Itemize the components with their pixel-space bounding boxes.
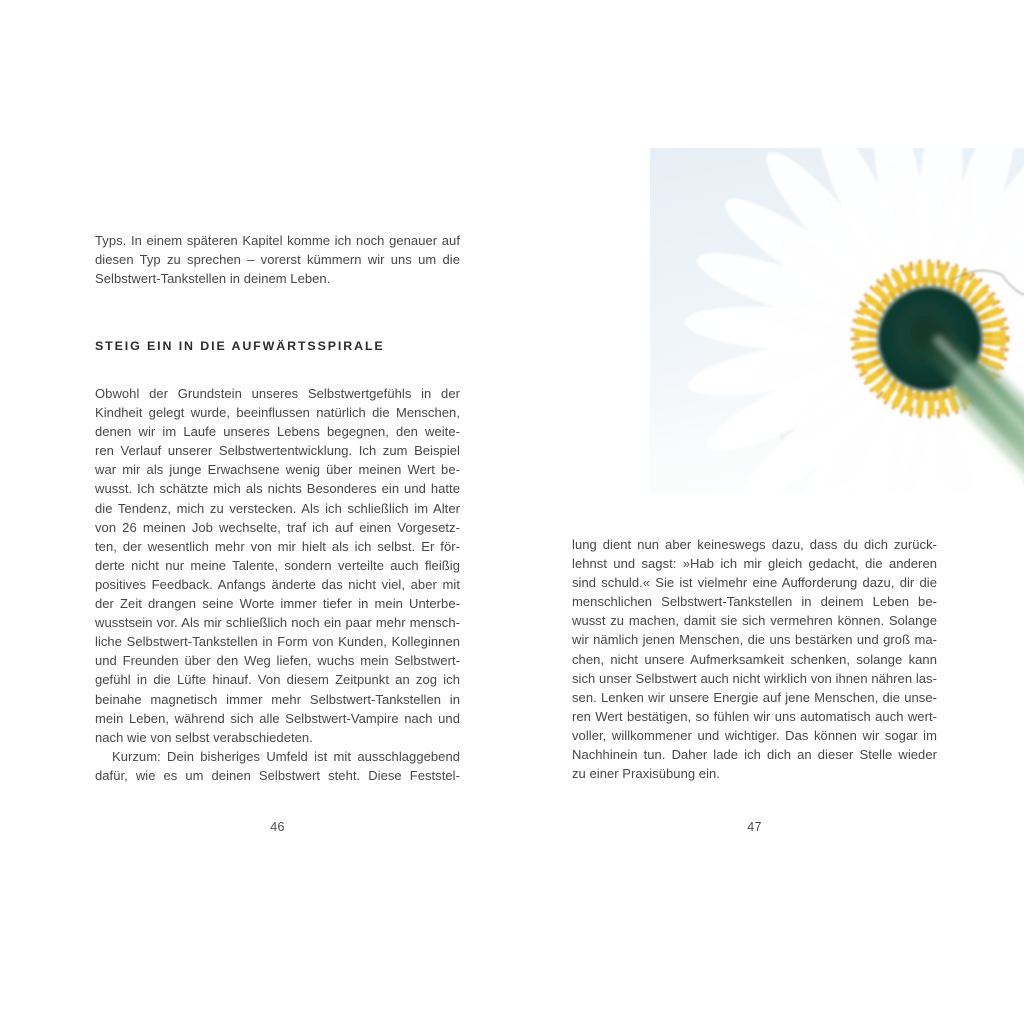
text-line: ren Verlauf unserer Selbstwertentwicklung. Ich zum Beispiel [95, 443, 460, 459]
text-line: Kindheit gelegt wurde, beeinflussen natürlich die Menschen, [95, 405, 460, 421]
text-line: ren Wert bestätigen, so fühlen wir uns automatisch auch wert- [572, 708, 937, 724]
text-line: Typs. In einem späteren Kapitel komme ich noch genauer auf [95, 233, 460, 248]
text-line: sich unser Selbstwert auch nicht wirklich von ihnen nähren las- [572, 670, 937, 686]
page-number-right: 47 [747, 820, 762, 834]
text-line: Kurzum: Dein bisheriges Umfeld ist mit ausschlaggebend [112, 748, 460, 764]
text-line: diesen Typ zu sprechen – vorerst kümmern wir uns um die [95, 252, 460, 268]
text-line: die Tendenz, mich zu verstecken. Als ich schließlich im Alter [95, 500, 460, 516]
daisy-photo [650, 148, 1024, 493]
text-line: gefühl in die Lüfte hinauf. Von diesem Zeitpunkt an zog ich [95, 672, 460, 688]
text-line: war mir als junge Erwachsene wenig über meinen Wert be- [95, 462, 460, 478]
right-body-text [572, 535, 937, 783]
text-line: lehnst und sagst: »Hab ich mir gleich gedacht, die anderen [572, 556, 937, 572]
text-line: wusstsein vor. Als mir schließlich noch ein paar mehr mensch- [95, 615, 460, 631]
text-line: voller, willkommener und wichtiger. Das können wir sogar im [572, 727, 937, 743]
text-line: mein Leben, während sich alle Selbstwert-Vampire nach und [95, 710, 460, 726]
text-line: wir nämlich jenen Menschen, die uns bestärken und groß ma- [572, 632, 937, 648]
text-line: sen. Lenken wir unsere Energie auf jene Menschen, die unse- [572, 689, 937, 705]
text-line: Selbstwert-Tankstellen in deinem Leben. [95, 271, 331, 287]
text-line: nach wie von selbst verabschiedeten. [95, 729, 313, 745]
text-line: liche Selbstwert-Tankstellen in Form von Kunden, Kolleginnen [95, 634, 460, 650]
paragraph [95, 384, 460, 747]
text-line: wusst. Ich schätzte mich als nichts Besonderes ein und hatte [95, 481, 460, 497]
paragraph [572, 535, 937, 783]
paragraph [95, 747, 460, 785]
text-line: von 26 meinen Job wechselte, traf ich auf einen Vorgesetz- [95, 519, 460, 535]
text-line: derte nicht nur meine Talente, sondern verteilte auch fleißig [95, 557, 460, 573]
text-line: menschlichen Selbstwert-Tankstellen in deinem Leben be- [572, 594, 937, 610]
paragraph [95, 231, 460, 288]
text-line: Nachhinein tun. Daher lade ich dich an dieser Stelle wieder [572, 747, 937, 763]
text-line: dafür, wie es um deinen Selbstwert steht. Diese Feststel- [95, 767, 460, 783]
section-heading: STEIG EIN IN DIE AUFWÄRTSSPIRALE [95, 339, 385, 353]
text-line: chen, nicht unsere Aufmerksamkeit schenken, solange kann [572, 651, 937, 667]
text-line: wusst zu machen, damit sie sich vermehren können. Solange [572, 613, 937, 629]
text-line: ten, der wesentlich mehr von mir hielt als ich selbst. Er för- [95, 538, 460, 554]
text-line: positives Feedback. Anfangs änderte das nicht viel, aber mit [95, 576, 460, 592]
text-line: sind schuld.« Sie ist vielmehr eine Aufforderung dazu, dir die [572, 575, 937, 591]
text-line: der Zeit drangen seine Worte immer tiefer in mein Unterbe- [95, 596, 460, 612]
text-line: denen wir im Laufe unseres Lebens begegnen, den weite- [95, 424, 460, 440]
text-line: Obwohl der Grundstein unseres Selbstwertgefühls in der [95, 386, 460, 401]
text-line: beinahe magnetisch immer mehr Selbstwert-Tankstellen in [95, 691, 460, 707]
page-number-left: 46 [270, 820, 285, 834]
intro-paragraph [95, 231, 460, 288]
left-body-text [95, 384, 460, 785]
text-line: lung dient nun aber keineswegs dazu, dass du dich zurück- [572, 537, 937, 552]
text-line: zu einer Praxisübung ein. [572, 766, 720, 782]
text-line: und Freunden über den Weg liefen, wuchs mein Selbstwert- [95, 653, 460, 669]
